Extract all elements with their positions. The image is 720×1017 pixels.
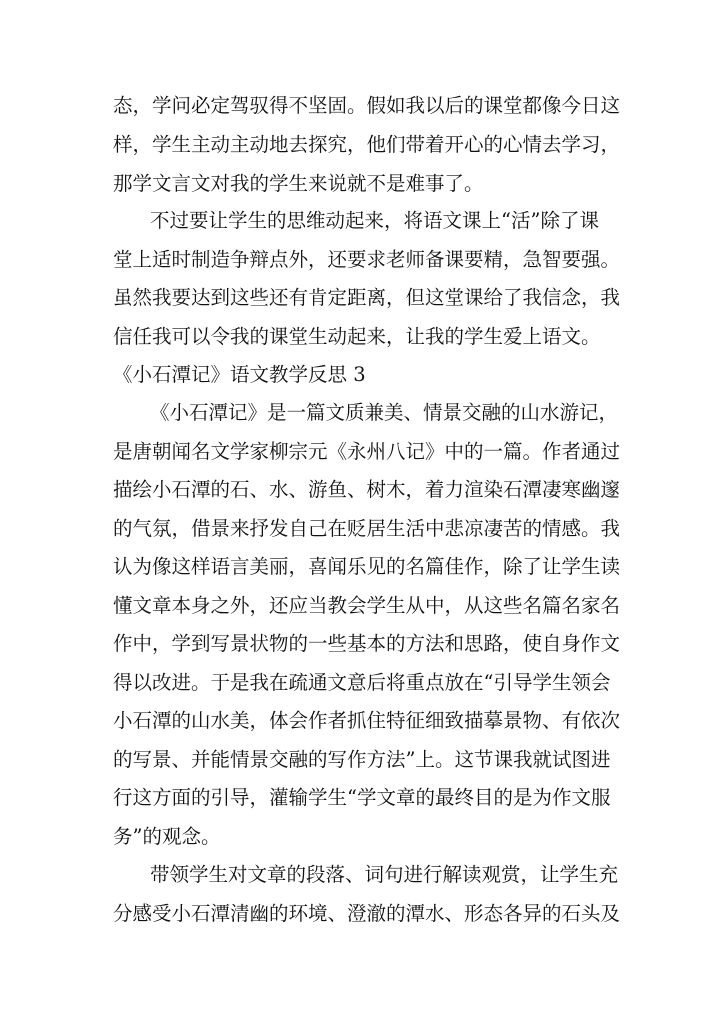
- text-line: 信任我可以令我的课堂生动起来，让我的学生爱上语文。: [113, 325, 601, 348]
- text-line: 态，学问必定驾驭得不坚固。假如我以后的课堂都像今日这: [113, 94, 621, 117]
- section-heading: 《小石潭记》语文教学反思 3: [113, 363, 366, 386]
- text-line: 认为像这样语言美丽，喜闻乐见的名篇佳作，除了让学生读: [113, 555, 621, 578]
- paragraph-start-line: 带领学生对文章的段落、词句进行解读观赏，让学生充: [150, 863, 619, 886]
- paragraph-start-line: 《小石潭记》是一篇文质兼美、情景交融的山水游记，: [150, 401, 619, 424]
- text-line: 的气氛，借景来抒发自己在贬居生活中悲凉凄苦的情感。我: [113, 517, 621, 540]
- text-line: 务”的观念。: [113, 825, 221, 848]
- text-line: 行这方面的引导，灌输学生“学文章的最终目的是为作文服: [113, 786, 611, 809]
- text-line: 是唐朝闻名文学家柳宗元《永州八记》中的一篇。作者通过: [113, 440, 621, 463]
- text-line: 小石潭的山水美，体会作者抓住特征细致描摹景物、有依次: [113, 709, 621, 732]
- text-line: 得以改进。于是我在疏通文意后将重点放在“引导学生领会: [113, 671, 611, 694]
- text-line: 描绘小石潭的石、水、游鱼、树木，着力渲染石潭凄寒幽邃: [113, 478, 621, 501]
- text-line: 作中，学到写景状物的一些基本的方法和思路，使自身作文: [113, 632, 621, 655]
- text-line: 堂上适时制造争辩点外，还要求老师备课要精，急智要强。: [113, 248, 621, 271]
- text-line: 虽然我要达到这些还有肯定距离，但这堂课给了我信念，我: [113, 286, 621, 309]
- text-line: 那学文言文对我的学生来说就不是难事了。: [113, 172, 484, 195]
- text-line: 懂文章本身之外，还应当教会学生从中，从这些名篇名家名: [113, 594, 621, 617]
- paragraph-start-line: 不过要让学生的思维动起来，将语文课上“活”除了课: [150, 209, 599, 232]
- text-line: 的写景、并能情景交融的写作方法”上。这节课我就试图进: [113, 748, 611, 771]
- text-line: 分感受小石潭清幽的环境、澄澈的潭水、形态各异的石头及: [113, 902, 621, 925]
- text-line: 样，学生主动主动地去探究，他们带着开心的心情去学习，: [113, 133, 621, 156]
